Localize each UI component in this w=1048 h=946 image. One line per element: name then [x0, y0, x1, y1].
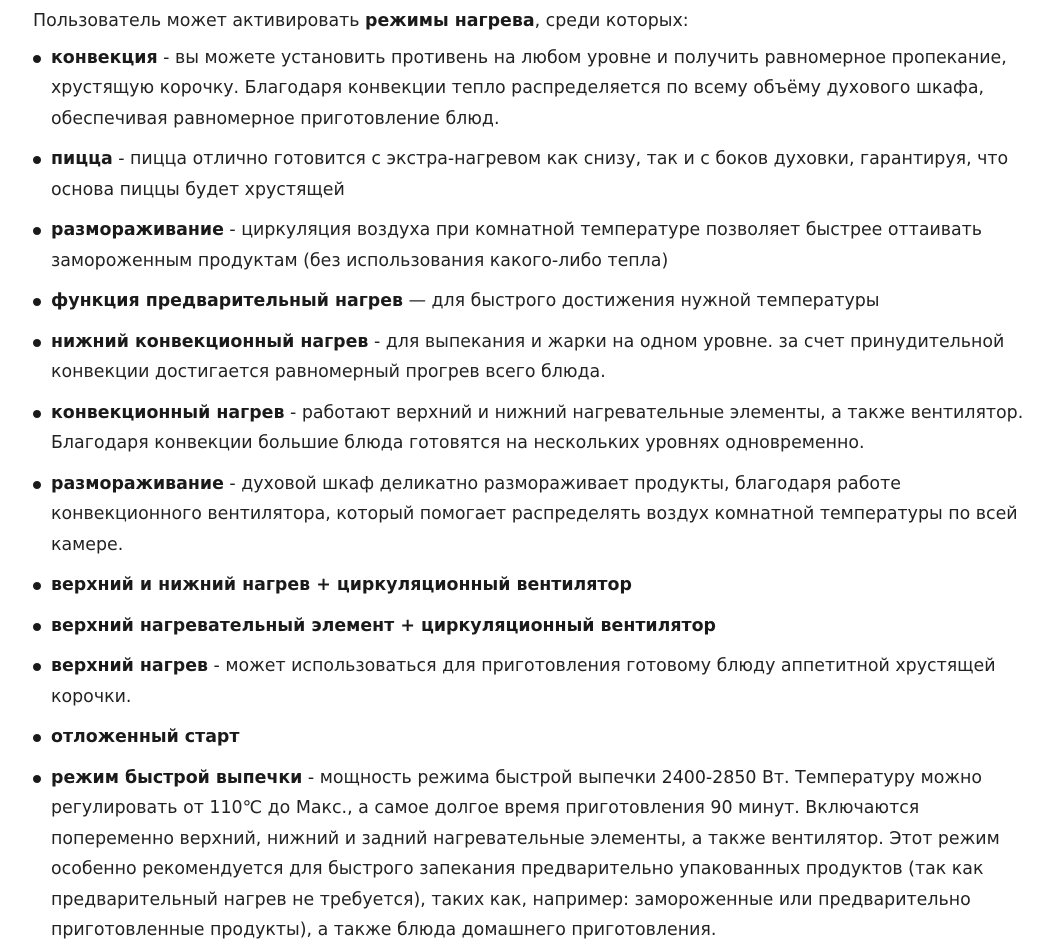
bullet-icon	[33, 582, 41, 590]
bullet-icon	[33, 663, 41, 671]
item-title: пицца	[51, 149, 113, 169]
item-title: конвекция	[51, 47, 158, 68]
item-title: конвекционный нагрев	[51, 402, 285, 423]
item-text: - циркуляция воздуха при комнатной температуре позволяет быстрее оттаивать замороженным продуктам (без использования какого-либо тепла)	[51, 220, 983, 271]
bullet-icon	[33, 775, 41, 783]
list-item	[33, 651, 1043, 712]
item-text: - может использоваться для приготовления готовому блюду аппетитной хрустящей корочки.	[51, 656, 996, 707]
item-title: нижний конвекционный нагрев	[51, 331, 369, 352]
bullet-icon	[33, 481, 41, 489]
bullet-icon	[33, 339, 41, 347]
list-item	[33, 327, 1043, 388]
list-item	[33, 570, 1043, 601]
item-title: верхний и нижний нагрев + циркуляционный вентилятор	[51, 575, 632, 595]
list-item	[33, 469, 1043, 561]
bullet-icon	[33, 156, 41, 164]
list-item	[33, 398, 1043, 459]
item-text: - работают верхний и нижний нагревательные элементы, а также вентилятор. Благодаря конвекции большие блюда готовятся на нескольких уровнях одновременно.	[51, 402, 1024, 453]
list-item	[33, 215, 1043, 276]
bullet-icon	[33, 227, 41, 235]
item-title: верхний нагрев	[51, 656, 208, 676]
bullet-icon	[33, 55, 41, 63]
item-text: - мощность режима быстрой выпечки 2400-2850 Вт. Температуру можно регулировать от 110℃ до Макс., а самое долгое время приготовления 90 минут. Включаются попеременно верхний, нижний и задний нагревательные элементы, а также вентилятор. Этот режим особенно рекомендуется для быстрого запекания предварительно упакованных продуктов (так как предварительный нагрев не требуется), таких как, например: замороженные или предварительно приготовленные продукты), а также блюда домашнего приготовления.	[51, 767, 1000, 940]
heating-modes-list	[33, 43, 1043, 946]
item-title: функция предварительный нагрев	[51, 291, 404, 311]
item-title: размораживание	[51, 473, 224, 494]
item-title: верхний нагревательный элемент + циркуляционный вентилятор	[51, 615, 716, 636]
item-text: — для быстрого достижения нужной температуры	[403, 291, 880, 311]
list-item	[33, 722, 1043, 753]
list-item	[33, 43, 1043, 135]
list-item	[33, 763, 1043, 946]
item-title: отложенный старт	[51, 727, 240, 747]
item-text: - для выпекания и жарки на одном уровне. за счет принудительной конвекции достигается равномерный прогрев всего блюда.	[51, 331, 1005, 382]
item-text: - вы можете установить противень на любом уровне и получить равномерное пропекание, хрустящую корочку. Благодаря конвекции тепло распределяется по всему объёму духового шкафа, обеспечивая равномерное приготовление блюд.	[51, 47, 1007, 129]
intro-suffix: , среди которых:	[534, 11, 689, 31]
bullet-icon	[33, 734, 41, 742]
bullet-icon	[33, 410, 41, 418]
intro-paragraph	[33, 6, 1043, 37]
bullet-icon	[33, 298, 41, 306]
bullet-icon	[33, 623, 41, 631]
list-item	[33, 144, 1043, 205]
intro-bold: режимы нагрева	[365, 11, 535, 31]
item-title: режим быстрой выпечки	[51, 767, 303, 788]
intro-prefix: Пользователь может активировать	[33, 11, 366, 31]
item-title: размораживание	[51, 220, 224, 240]
item-text: - пицца отлично готовится с экстра-нагревом как снизу, так и с боков духовки, гарантируя, что основа пиццы будет хрустящей	[51, 149, 1009, 200]
list-item	[33, 286, 1043, 317]
item-text: - духовой шкаф деликатно размораживает продукты, благодаря работе конвекционного вентилятора, который помогает распределять воздух комнатной температуры по всей камере.	[51, 473, 1018, 555]
list-item	[33, 611, 1043, 642]
